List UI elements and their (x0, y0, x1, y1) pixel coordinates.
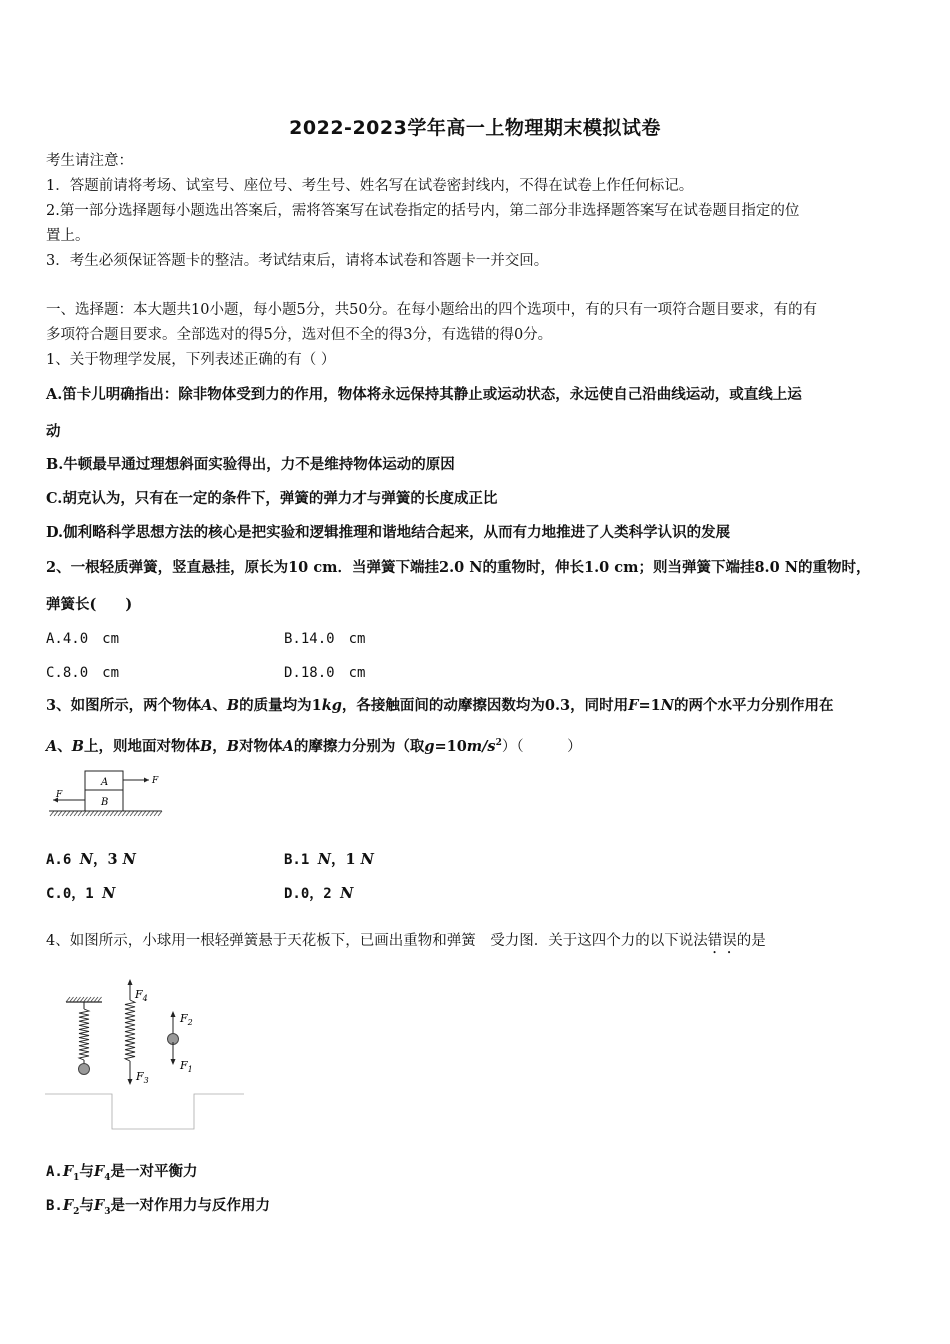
figure-frame (45, 1094, 244, 1129)
hatch-mark (150, 811, 154, 816)
question-4-stem: 4、如图所示，小球用一根轻弹簧悬于天花板下，已画出重物和弹簧 受力图．关于这四个力的以下说法错误的是 (46, 933, 766, 949)
hatch-mark (90, 811, 94, 816)
hatch-mark (110, 811, 114, 816)
question-3-option-d: D.0，2 N (284, 885, 354, 902)
question-4-figure (44, 976, 248, 1132)
hatch-mark (154, 811, 158, 816)
hatch-mark (58, 811, 62, 816)
question-1-option-a-cont: 动 (46, 423, 61, 440)
hatch-mark (77, 997, 81, 1002)
question-1-stem: 1、关于物理学发展，下列表述正确的有（ ） (46, 352, 336, 368)
hatch-mark (138, 811, 142, 816)
notice-item: 1．答题前请将考场、试室号、座位号、考生号、姓名写在试卷密封线内，不得在试卷上作任何标记。 (46, 178, 694, 194)
force-label-f1: $F_1$ (180, 1059, 193, 1074)
arrowhead (171, 1011, 176, 1017)
force-label-f4: $F_4$ (135, 988, 148, 1003)
hatch-mark (91, 997, 95, 1002)
ground-hatching (50, 811, 162, 816)
notice-item: 2.第一部分选择题每小题选出答案后，需将答案写在试卷指定的括号内，第二部分非选择题答案写在试卷题目指定的位 (46, 203, 800, 219)
hatch-mark (62, 811, 66, 816)
arrowhead (128, 1079, 133, 1085)
hatch-mark (73, 997, 77, 1002)
notice-heading: 考生请注意： (46, 153, 133, 169)
arrowhead (128, 979, 133, 985)
question-3-stem-cont: A、B上，则地面对物体B，B对物体A的摩擦力分别为（取$g=10m/s^2$）（ ） (46, 737, 582, 755)
force-label-f2: $F_2$ (180, 1012, 193, 1027)
hatch-mark (122, 811, 126, 816)
emphasis-word: 错误 (707, 933, 737, 949)
question-3-options-row1 (46, 850, 906, 870)
question-1-option-b: B.牛顿最早通过理想斜面实验得出，力不是维持物体运动的原因 (46, 456, 455, 473)
notice-item: 3．考生必须保证答题卡的整洁。考试结束后，请将本试卷和答题卡一并交回。 (46, 253, 549, 269)
block-a-label: A (101, 777, 109, 788)
question-2-option-d: D.18.0 cm (284, 665, 366, 681)
question-3-option-c: C.0，1 N (46, 885, 116, 902)
hatch-mark (94, 811, 98, 816)
hatch-mark (146, 811, 150, 816)
question-3-figure (46, 766, 166, 822)
hatch-mark (54, 811, 58, 816)
hatch-mark (66, 997, 70, 1002)
hatch-mark (66, 811, 70, 816)
hatch-mark (94, 997, 98, 1002)
hatch-mark (78, 811, 82, 816)
hatch-mark (98, 997, 102, 1002)
question-2-option-c: C.8.0 cm (46, 665, 120, 681)
question-2-stem: 2、一根轻质弹簧，竖直悬挂，原长为10 cm．当弹簧下端挂2.0 N的重物时，伸长1.0 cm；则当弹簧下端挂8.0 N的重物时， (46, 559, 871, 576)
hatch-mark (82, 811, 86, 816)
question-3-option-a: A.6 N，3 N (46, 851, 136, 868)
question-2-option-b: B.14.0 cm (284, 631, 366, 647)
question-1-option-d: D.伽利略科学思想方法的核心是把实验和逻辑推理和谐地结合起来，从而有力地推进了人类科学认识的发展 (46, 524, 731, 541)
hatch-mark (102, 811, 106, 816)
question-2-options-row1 (46, 629, 906, 649)
page-title: 2022-2023学年高一上物理期末模拟试卷 (289, 117, 661, 139)
ball-hanging (79, 1064, 90, 1075)
question-3-stem: 3、如图所示，两个物体A、B的质量均为1kg，各接触面间的动摩擦因数均为0.3，同时用F=1N的两个水平力分别作用在 (46, 697, 834, 714)
ceiling-hatching (66, 997, 102, 1002)
arrowhead (171, 1059, 176, 1065)
hatch-mark (70, 997, 74, 1002)
hatch-mark (98, 811, 102, 816)
question-1-option-a: A.笛卡儿明确指出：除非物体受到力的作用，物体将永远保持其静止或运动状态，永远使自己沿曲线运动，或直线上运 (46, 386, 802, 403)
spring-hanging (79, 1009, 89, 1060)
section-instructions: 多项符合题目要求。全部选对的得5分，选对但不全的得3分，有选错的得0分。 (46, 327, 553, 343)
question-4-option-a: $A.F_1$与$F_4$是一对平衡力 (46, 1163, 198, 1183)
notice-item: 置上。 (46, 228, 90, 244)
question-4-option-b: $B.F_2$与$F_3$是一对作用力与反作用力 (46, 1197, 270, 1217)
hatch-mark (158, 811, 162, 816)
hatch-mark (70, 811, 74, 816)
force-label-f3: $F_3$ (136, 1070, 149, 1085)
hatch-mark (87, 997, 91, 1002)
question-3-options-row2 (46, 884, 906, 904)
force-label-left: F (56, 790, 63, 800)
hatch-mark (106, 811, 110, 816)
question-2-options-row2 (46, 663, 906, 683)
hatch-mark (86, 811, 90, 816)
hatch-mark (126, 811, 130, 816)
hatch-mark (142, 811, 146, 816)
hatch-mark (130, 811, 134, 816)
question-1-option-c: C.胡克认为，只有在一定的条件下，弹簧的弹力才与弹簧的长度成正比 (46, 490, 498, 507)
force-label-right: F (152, 776, 159, 786)
hatch-mark (84, 997, 88, 1002)
spring-free-body (125, 1000, 135, 1061)
hatch-mark (74, 811, 78, 816)
question-2-stem-cont: 弹簧长( ) (46, 596, 133, 613)
question-3-option-b: B.1 N，1 N (284, 851, 374, 868)
hatch-mark (80, 997, 84, 1002)
question-2-option-a: A.4.0 cm (46, 631, 120, 647)
hatch-mark (50, 811, 54, 816)
hatch-mark (114, 811, 118, 816)
section-instructions: 一、选择题：本大题共10小题，每小题5分，共50分。在每小题给出的四个选项中，有的只有一项符合题目要求，有的有 (46, 302, 818, 318)
hatch-mark (118, 811, 122, 816)
force-arrow-right-head (144, 778, 149, 783)
block-b-label: B (101, 797, 109, 808)
hatch-mark (134, 811, 138, 816)
